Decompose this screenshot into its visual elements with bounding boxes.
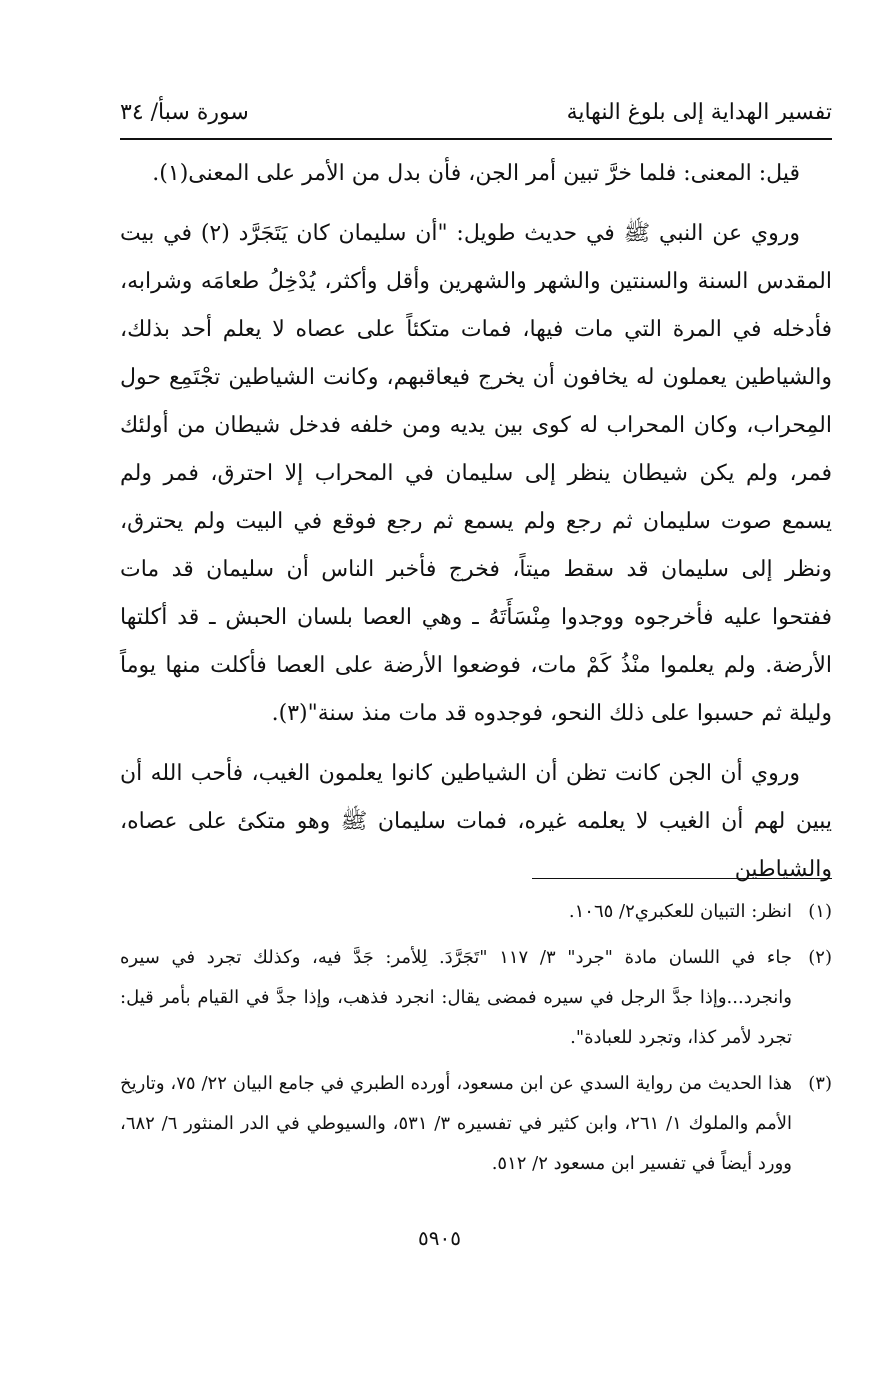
paragraph: قيل: المعنى: فلما خرَّ تبين أمر الجن، فأن بدل من الأمر على المعنى(١).: [152, 161, 800, 186]
paragraph: وروي عن النبي ﷺ في حديث طويل: "أن سليمان كان يَتَجَرَّد (٢) في بيت المقدس السنة والسنتين والشهر والشهرين وأقل وأكثر، يُدْخِلُ طعامَه وشرابه، فأدخله في المرة التي مات فيها، فمات متكئاً على عصاه لا يعلم أحد بذلك، والشياطين يعملون له يخافون أن يخرج فيعاقبهم، وكانت الشياطين تجْتَمِع حول المِحراب، وكان المحراب له كوى بين يديه ومن خلفه فدخل شيطان من أولئك فمر، ولم يكن شيطان ينظر إلى سليمان في المحراب إلا احترق، فمر ولم يسمع صوت سليمان ثم رجع ولم يسمع ثم رجع فوقع في البيت ولم يحترق، ونظر إلى سليمان قد سقط ميتاً، فخرج فأخبر الناس أن سليمان قد مات ففتحوا عليه فأخرجوه ووجدوا مِنْسَأَتَهُ ـ وهي العصا بلسان الحبش ـ قد أكلتها الأرضة. ولم يعلموا منْذُ كَمْ مات، فوضعوا الأرضة على العصا فأكلت منها يوماً وليلة ثم حسبوا على ذلك النحو، فوجدوه قد مات منذ سنة"(٣).: [120, 221, 832, 726]
main-text: [120, 150, 832, 906]
header-divider: [120, 138, 832, 140]
footnote-item: [120, 1064, 832, 1184]
footnote-item: [120, 938, 832, 1058]
footnote-text: انظر: التبيان للعكبري٢/ ١٠٦٥.: [568, 901, 792, 922]
paragraph: وروي أن الجن كانت تظن أن الشياطين كانوا يعلمون الغيب، فأحب الله أن يبين لهم أن الغيب لا يعلمه غيره، فمات سليمان ﷺ وهو متكئ على عصاه، والشياطين: [120, 761, 832, 882]
footnote-text: هذا الحديث من رواية السدي عن ابن مسعود، أورده الطبري في جامع البيان ٢٢/ ٧٥، وتاريخ الأمم والملوك ١/ ٢٦١، وابن كثير في تفسيره ٣/ ٥٣١، والسيوطي في الدر المنثور ٦/ ٦٨٢، وورد أيضاً في تفسير ابن مسعود ٢/ ٥١٢.: [120, 1073, 792, 1174]
footnote-number: (٣): [808, 1073, 832, 1094]
surah-label: سورة سبأ/ ٣٤: [120, 99, 249, 125]
page-number: ٥٩٠٥: [418, 1226, 461, 1250]
footnote-divider: [532, 878, 832, 879]
book-title: تفسير الهداية إلى بلوغ النهاية: [566, 99, 832, 125]
footnotes: [120, 892, 832, 1190]
footnote-number: (١): [808, 901, 832, 922]
footnote-text: جاء في اللسان مادة "جرد" ٣/ ١١٧ "تَجَرَّدَ. لِلأمر: جَدَّ فيه، وكذلك تجرد في سيره وانجرد...وإذا جدَّ الرجل في سيره فمضى يقال: انجرد فذهب، وإذا جدَّ في القيام بأمر قيل: تجرد لأمر كذا، وتجرد للعبادة".: [120, 947, 793, 1048]
footnote-item: [120, 892, 832, 932]
running-header: [120, 92, 832, 132]
footnote-number: (٢): [808, 947, 832, 968]
